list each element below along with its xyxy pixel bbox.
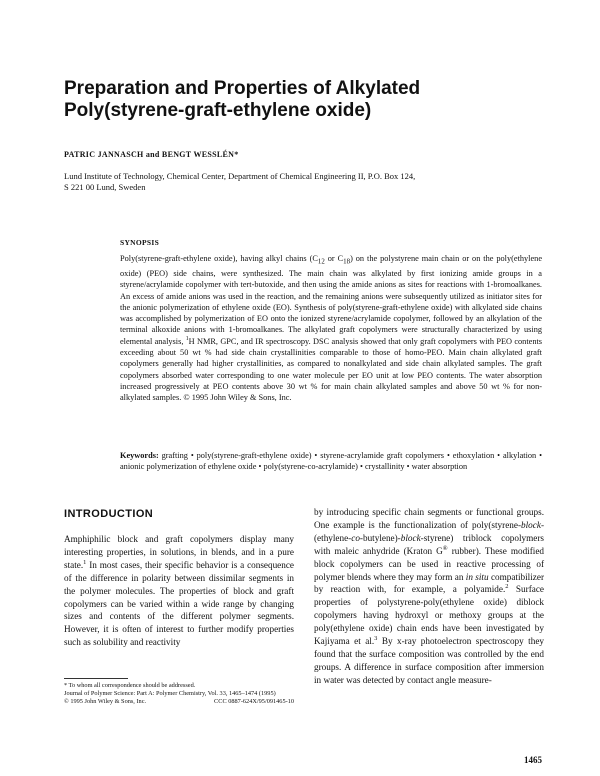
footnote-copyright: © 1995 John Wiley & Sons, Inc. [64, 698, 147, 706]
title-line-2: Poly(styrene-graft-ethylene oxide) [64, 100, 372, 121]
introduction-heading: INTRODUCTION [64, 508, 154, 520]
footnote-publisher-row [64, 698, 294, 706]
article-title [64, 78, 524, 122]
intro-right-column: by introducing specific chain segments or functional groups. One example is the functionalization of poly(styrene-block-(ethylene-co-butylene)-block-styrene) triblock copolymers with maleic anhydride (Kraton G® rubber). These modified block copolymers can be used in reactive processing of polymer blends where they may form an in situ compatibilizer by reaction with, for example, a polyamide.$^2$ Surface properties of polystyrene-poly(ethylene oxide) diblock copolymers having hydroxyl or methoxy groups at the poly(ethylene oxide) chain ends have been investigated by Kajiyama et al.$^3$ By x-ray photoelectron spectroscopy they found that the surface composition was controlled by the end groups. A difference in surface composition after immersion in water was detected by contact angle measure- [314, 507, 545, 685]
footnote-ccc-code: CCC 0887-624X/95/091465-10 [214, 698, 294, 706]
footnote [64, 682, 294, 707]
keywords-list: grafting • poly(styrene-graft-ethylene oxide) • styrene-acrylamide graft copolymers • ethoxylation • alkylation • anionic polymerization of ethylene oxide • poly(styrene-co-acrylamide) • crystallinity • water absorption [120, 451, 542, 472]
affiliation-line-1: Lund Institute of Technology, Chemical Center, Department of Chemical Engineering II, P.O. Box 124, [64, 171, 416, 181]
keywords [120, 450, 542, 473]
footnote-corresponding-author: * To whom all correspondence should be addressed. [64, 682, 196, 689]
abstract: Poly(styrene-graft-ethylene oxide), having alkyl chains ($C_{12}$ or $C_{18}$) on the polystyrene main chain or on the poly(ethylene oxide) (PEO) side chains, were synthesized. The main chain was alkylated by first ionizing amide groups in a styrene/acrylamide copolymer with tert-butoxide, and then using the amide anions as sites for reactions with 1-bromoalkanes. An excess of amide anions was used in the reaction, and the remaining anions were subsequently utilized as initiator sites for the anionic polymerization of ethylene oxide (EO). Synthesis of poly(styrene-graft-ethylene oxide) with alkylated side chains was accomplished by polymerization of EO onto the ionized styrene/acrylamide copolymer, followed by an alkylation of the terminal alkoxide anions with 1-bromoalkanes. The alkylated graft copolymers were structurally characterized by using elemental analysis, $^1$H NMR, GPC, and IR spectroscopy. DSC analysis showed that only graft copolymers with PEO contents exceeding about 50 wt % had side chain crystallinities comparable to those of homo-PEO. Main chain alkylated graft copolymers generally had higher crystallinities, as compared to nonalkylated and side chain alkylated samples. The graft copolymers absorbed water corresponding to one water molecule per EO unit at low PEO contents. The water absorption increased progressively at PEO contents above 30 wt % for main chain alkylated samples and above 50 wt % for non-alkylated samples. © 1995 John Wiley & Sons, Inc. [120, 254, 543, 403]
affiliation-line-2: S 221 00 Lund, Sweden [64, 182, 146, 192]
affiliation [64, 171, 504, 193]
footnote-rule [64, 678, 128, 679]
authors: PATRIC JANNASCH and BENGT WESSLÉN* [64, 150, 239, 159]
footnote-journal: Journal of Polymer Science: Part A: Polymer Chemistry, Vol. 33, 1465–1474 (1995) [64, 690, 276, 698]
title-line-1: Preparation and Properties of Alkylated [64, 78, 421, 99]
intro-left-column: Amphiphilic block and graft copolymers display many interesting properties, in solutions, in blends, and in a pure state.$^1$ In most cases, their specific behavior is a consequence of the difference in polarity between dissimilar segments in the polymer molecules. The properties of block and graft copolymers can be varied within a wide range by changing sizes and contents of the different polymer segments. However, it is often of interest to further modify properties such as solubility and reactivity [64, 534, 294, 648]
keywords-label: Keywords: [120, 451, 159, 460]
synopsis-heading: SYNOPSIS [120, 238, 160, 247]
page-number: 1465 [524, 755, 542, 765]
